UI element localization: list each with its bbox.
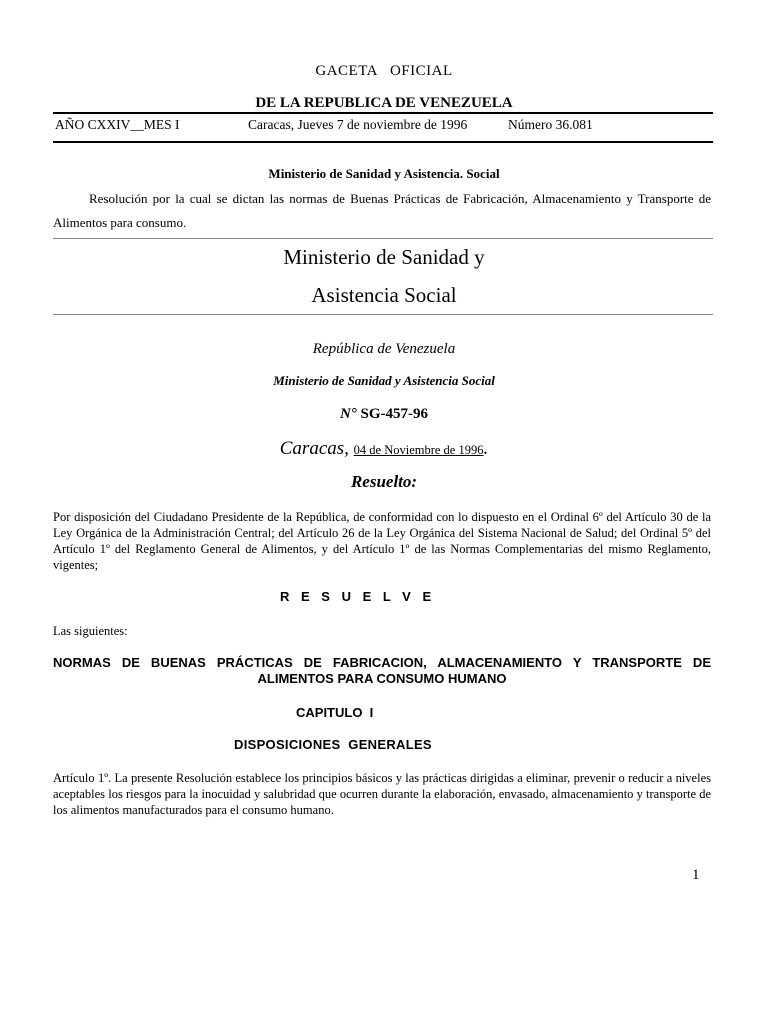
place-date: Caracas, 04 de Noviembre de 1996. — [279, 438, 489, 459]
ministry-banner — [0, 238, 768, 314]
issue-year: AÑO CXXIV__MES I — [55, 117, 180, 132]
gazette-title: GACETA OFICIAL — [315, 63, 453, 79]
date: 04 de Noviembre de 1996 — [353, 443, 484, 457]
resolution-number — [0, 406, 768, 423]
numero-value: SG-457-96 — [360, 406, 429, 422]
chapter-title: DISPOSICIONES GENERALES — [234, 737, 432, 752]
chapter-heading: CAPITULO I — [296, 705, 374, 720]
summary-resolution: Resolución por la cual se dictan las normas de Buenas Prácticas de Fabricación, Almacenamiento y Transporte de Alimentos para consumo. — [53, 191, 711, 230]
issue-number: Número 36.081 — [508, 117, 593, 132]
numero-prefix: N° — [339, 406, 357, 422]
ministry-banner-line1: Ministerio de Sanidad y — [283, 245, 485, 269]
ministerio-heading: Ministerio de Sanidad y Asistencia Social — [273, 373, 495, 388]
siguientes-label: Las siguientes: — [53, 624, 128, 638]
header-rule-top — [53, 112, 713, 114]
header-rule-bottom — [53, 141, 713, 143]
preamble-paragraph: Por disposición del Ciudadano Presidente de la República, de conformidad con lo dispuesto en el Ordinal 6º del Artículo 30 de la Ley Orgánica de la Administración Central; del Artículo 26 de la Ley Orgánica del Sistema Nacional de Salud; del Ordinal 5º del Artículo 1º del Reglamento General de Alimentos, y del Artículo 1º de las Normas Complementarias del mismo Reglamento, vigentes; — [53, 510, 711, 572]
article-1-paragraph: Artículo 1º. La presente Resolución establece los principios básicos y las prácticas dirigidas a eliminar, prevenir o reducir a niveles aceptables los riesgos para la inocuidad y salubridad que ocurren durante la elaboración, envasado, almacenamiento y transporte de los alimentos manufacturados para el consumo humano. — [53, 771, 711, 817]
republica-heading: República de Venezuela — [312, 341, 456, 357]
page-number: 1 — [692, 867, 700, 883]
resuelto-heading: Resuelto: — [350, 472, 418, 491]
resuelve-heading: R E S U E L V E — [280, 589, 436, 604]
gazette-subtitle: DE LA REPUBLICA DE VENEZUELA — [255, 95, 513, 111]
summary-ministry: Ministerio de Sanidad y Asistencia. Social — [268, 166, 500, 181]
ministry-banner-line2: Asistencia Social — [311, 283, 457, 307]
normas-title: NORMAS DE BUENAS PRÁCTICAS DE FABRICACION, ALMACENAMIENTO Y TRANSPORTE DE ALIMENTOS PARA CONSUMO HUMANO — [53, 655, 711, 686]
place: Caracas — [279, 438, 345, 459]
issue-place-date: Caracas, Jueves 7 de noviembre de 1996 — [248, 117, 468, 132]
banner-rule-bottom — [53, 314, 713, 315]
